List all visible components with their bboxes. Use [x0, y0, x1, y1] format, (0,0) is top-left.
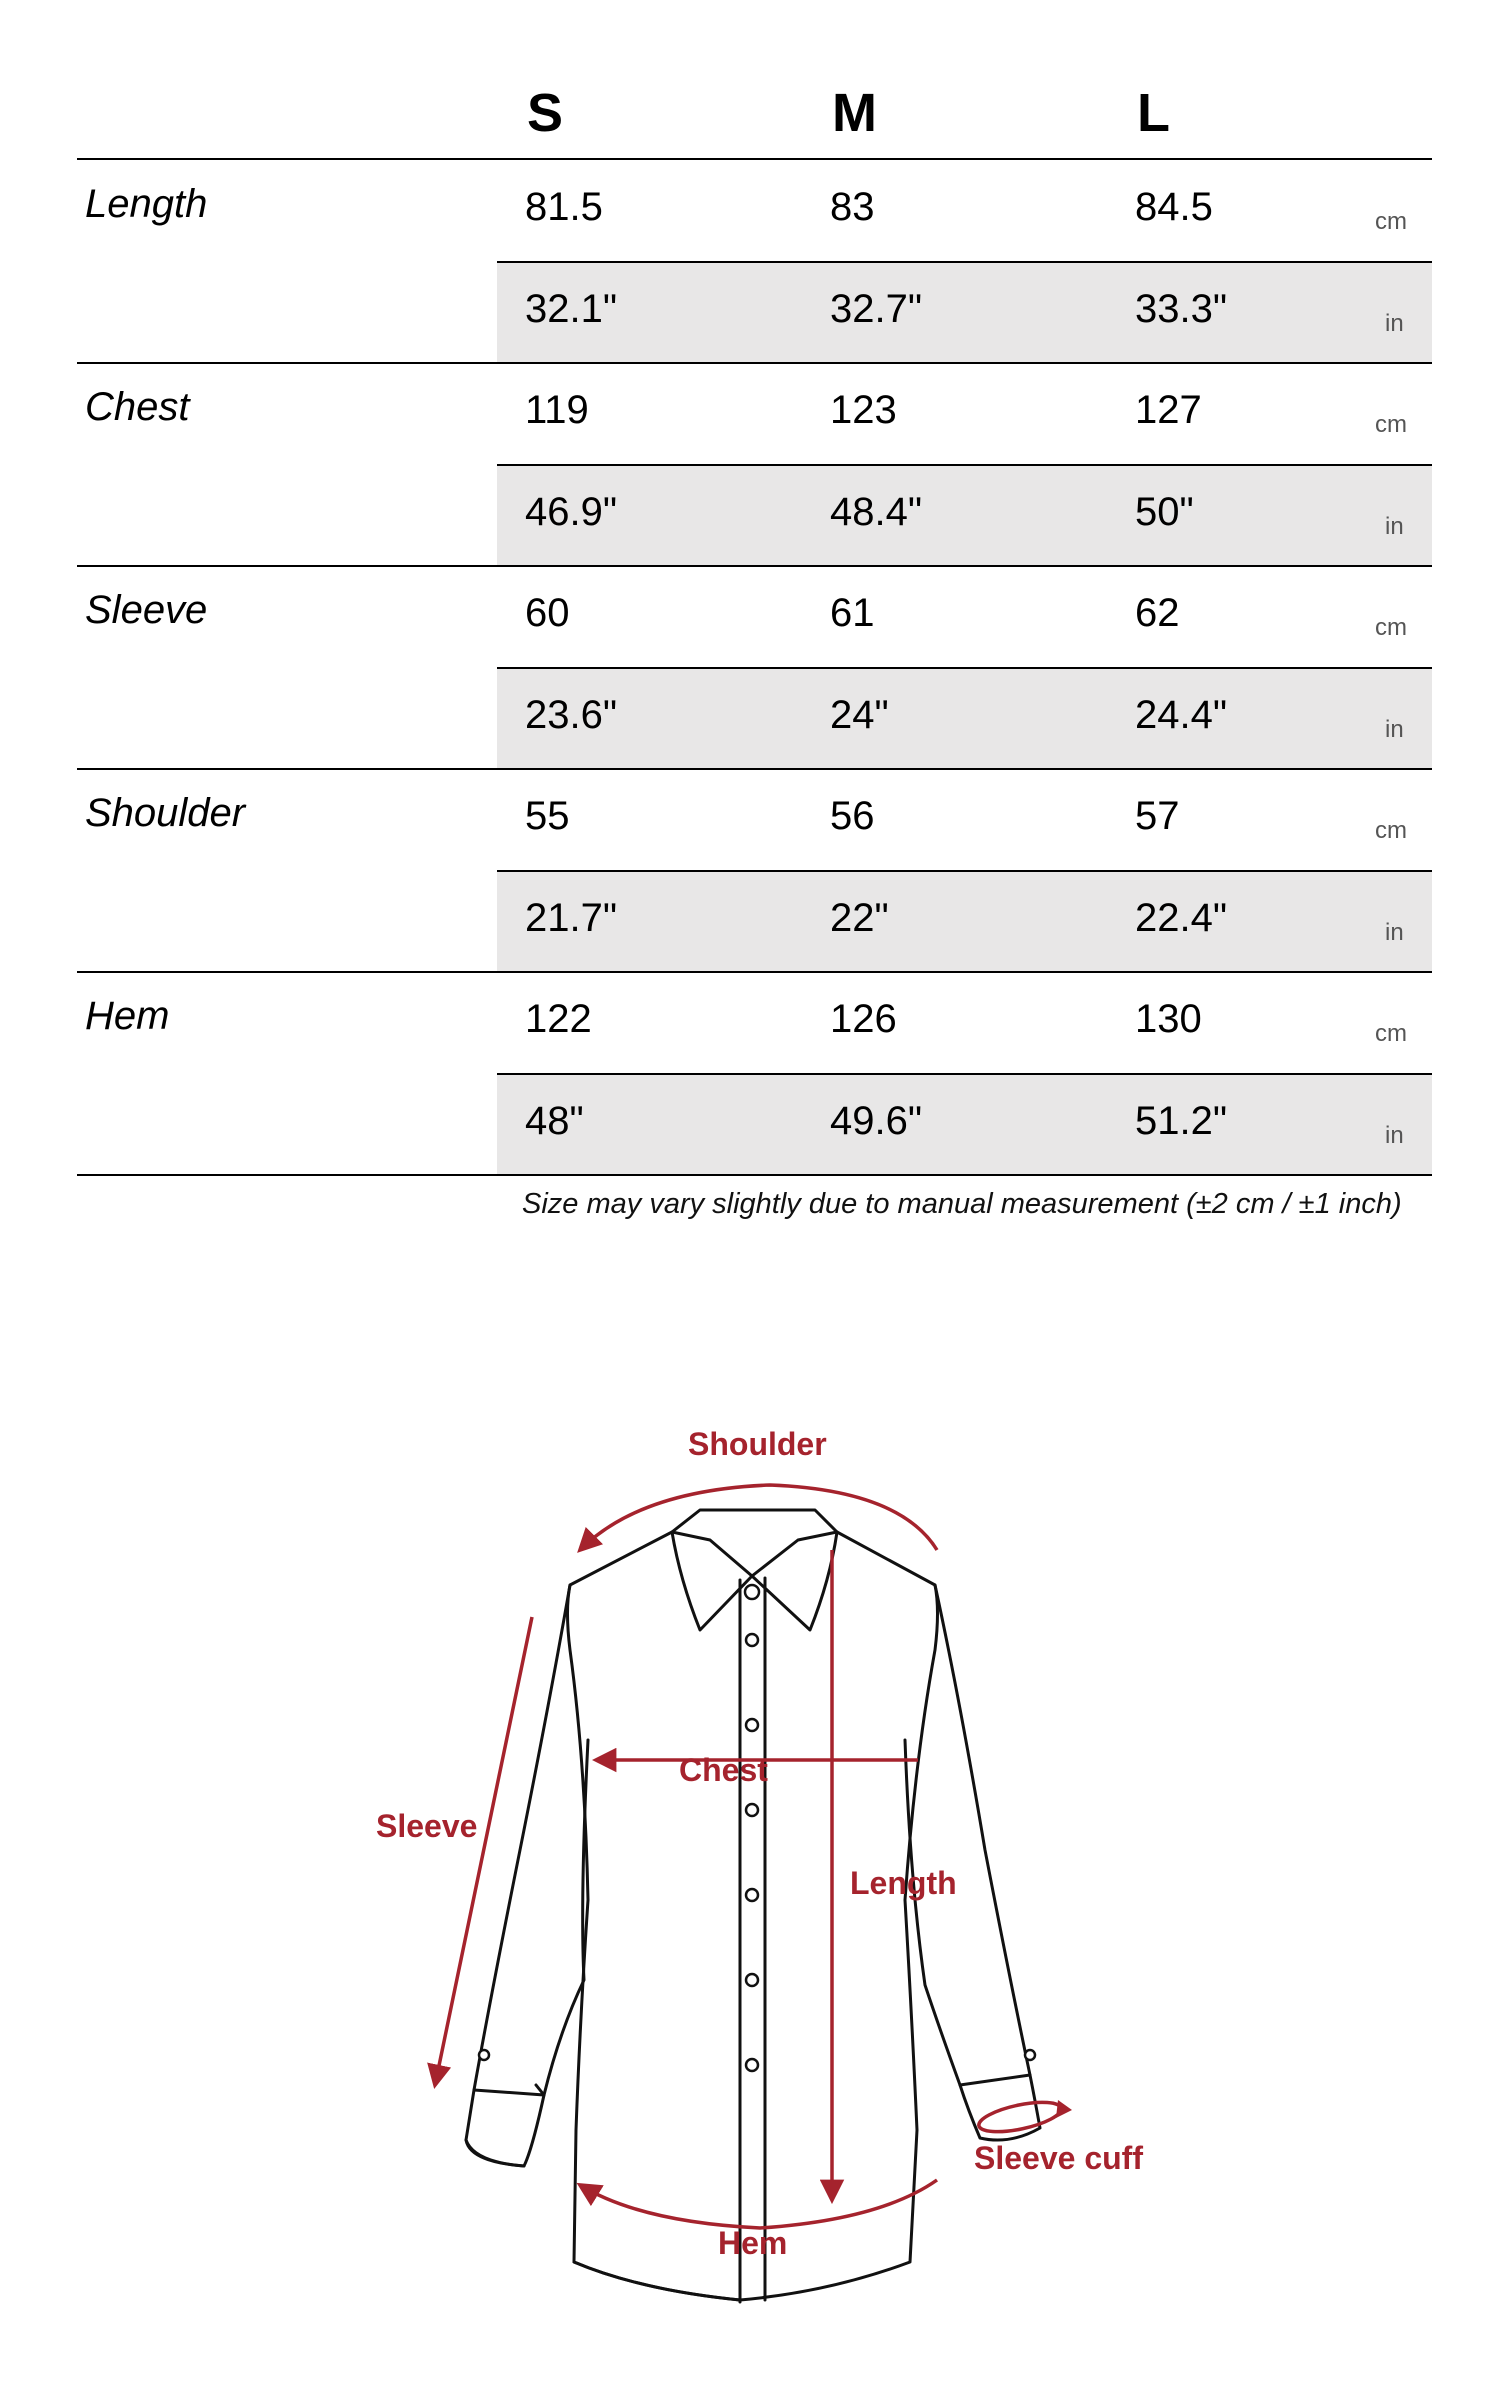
row-divider [497, 261, 1432, 263]
diagram-label-hem: Hem [718, 2225, 788, 2261]
column-header-m: M [832, 83, 877, 143]
sleeve-cuff-arrow [976, 2097, 1063, 2138]
cm-row [497, 769, 1432, 870]
sleeve-cuff-arrowhead [1056, 2100, 1072, 2118]
measurement-name: Shoulder [85, 791, 246, 835]
measurement-name: Chest [85, 385, 190, 429]
row-divider [497, 1073, 1432, 1075]
value-cm-s: 60 [525, 591, 570, 635]
unit-label-cm: cm [1375, 208, 1407, 235]
value-cm-l: 130 [1135, 997, 1202, 1041]
row-divider [497, 464, 1432, 466]
cm-row [497, 363, 1432, 464]
value-in-m: 32.7" [830, 287, 923, 331]
unit-label-in: in [1385, 919, 1404, 946]
value-in-m: 24" [830, 693, 889, 737]
value-in-l: 51.2" [1135, 1099, 1228, 1143]
value-cm-l: 84.5 [1135, 185, 1213, 229]
cm-row [497, 566, 1432, 667]
diagram-label-sleeve-cuff: Sleeve cuff [974, 2140, 1143, 2176]
inch-row [497, 871, 1432, 972]
unit-label-cm: cm [1375, 817, 1407, 844]
value-cm-m: 61 [830, 591, 875, 635]
value-cm-l: 127 [1135, 388, 1202, 432]
value-cm-s: 119 [525, 388, 589, 432]
diagram-label-shoulder: Shoulder [688, 1426, 827, 1462]
measurement-name: Length [85, 182, 208, 226]
row-divider [497, 667, 1432, 669]
value-in-s: 21.7" [525, 896, 618, 940]
group-divider [77, 1174, 1432, 1176]
value-cm-l: 57 [1135, 794, 1180, 838]
inch-row [497, 262, 1432, 363]
inch-row [497, 1074, 1432, 1175]
unit-label-cm: cm [1375, 411, 1407, 438]
value-in-s: 32.1" [525, 287, 618, 331]
value-cm-l: 62 [1135, 591, 1180, 635]
inch-row [497, 465, 1432, 566]
unit-label-in: in [1385, 310, 1404, 337]
value-in-l: 22.4" [1135, 896, 1228, 940]
measurement-group-shoulder [77, 769, 1432, 972]
measurement-name: Hem [85, 994, 170, 1038]
measurement-disclaimer: Size may vary slightly due to manual measurement (±2 cm / ±1 inch) [522, 1188, 1402, 1220]
unit-label-cm: cm [1375, 614, 1407, 641]
value-in-m: 48.4" [830, 490, 923, 534]
value-in-l: 50" [1135, 490, 1194, 534]
value-cm-s: 55 [525, 794, 570, 838]
inch-row [497, 668, 1432, 769]
hem-arrow [580, 2180, 937, 2228]
measurement-group-length [77, 160, 1432, 363]
row-divider [497, 870, 1432, 872]
shoulder-arrow [580, 1485, 937, 1550]
diagram-label-sleeve: Sleeve [376, 1808, 478, 1844]
value-in-s: 48" [525, 1099, 584, 1143]
measurement-name: Sleeve [85, 588, 208, 632]
unit-label-in: in [1385, 716, 1404, 743]
diagram-label-length: Length [850, 1865, 957, 1901]
value-in-s: 23.6" [525, 693, 618, 737]
value-cm-m: 83 [830, 185, 875, 229]
sleeve-arrow [435, 1617, 532, 2085]
value-cm-m: 123 [830, 388, 897, 432]
cm-row [497, 972, 1432, 1073]
value-cm-s: 81.5 [525, 185, 603, 229]
diagram-label-chest: Chest [679, 1752, 768, 1788]
measurement-arrows [435, 1485, 1064, 2228]
value-cm-s: 122 [525, 997, 592, 1041]
shirt-buttons [479, 1585, 1035, 2071]
column-header-l: L [1137, 83, 1170, 143]
measurement-group-sleeve [77, 566, 1432, 769]
value-cm-m: 126 [830, 997, 897, 1041]
unit-label-in: in [1385, 513, 1404, 540]
value-cm-m: 56 [830, 794, 875, 838]
value-in-l: 33.3" [1135, 287, 1228, 331]
value-in-m: 22" [830, 896, 889, 940]
column-header-s: S [527, 83, 564, 143]
cm-row [497, 160, 1432, 261]
measurement-group-chest [77, 363, 1432, 566]
value-in-s: 46.9" [525, 490, 618, 534]
measurement-group-hem [77, 972, 1432, 1175]
unit-label-cm: cm [1375, 1020, 1407, 1047]
shirt-outline [466, 1510, 1040, 2302]
value-in-l: 24.4" [1135, 693, 1228, 737]
value-in-m: 49.6" [830, 1099, 923, 1143]
unit-label-in: in [1385, 1122, 1404, 1149]
